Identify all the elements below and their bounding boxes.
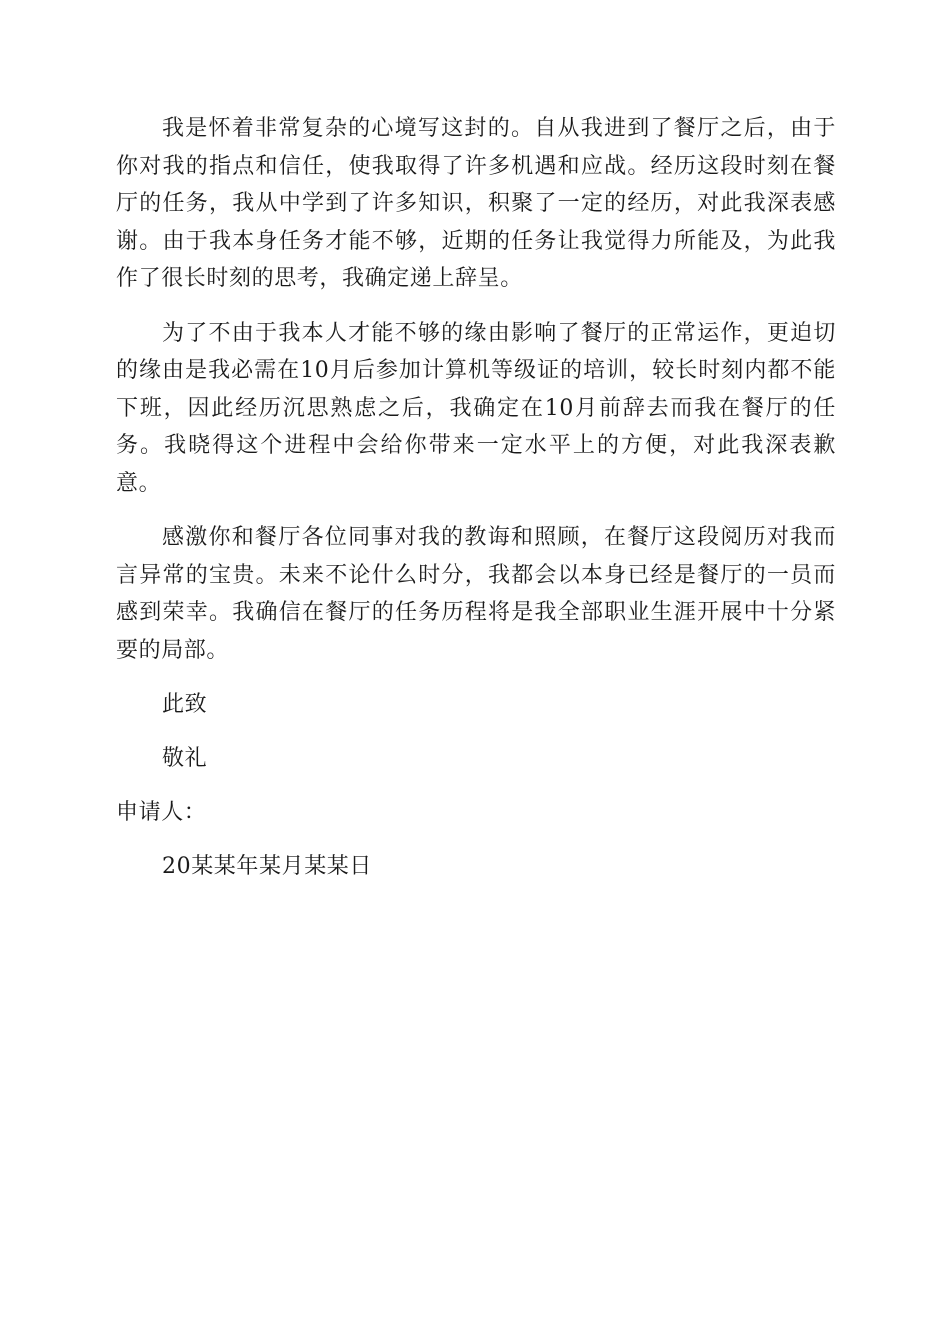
- applicant-label: 申请人：: [116, 800, 207, 825]
- paragraph-3: 感激你和餐厅各位同事对我的教诲和照顾，在餐厅这段阅历对我而言异常的宝贵。未来不论什么时分，我都会以本身已经是餐厅的一员而感到荣幸。我确信在餐厅的任务历程将是我全部职业生涯开展中十分紧要的局部。: [116, 525, 836, 663]
- paragraph-1: 我是怀着非常复杂的心境写这封的。自从我进到了餐厅之后，由于你对我的指点和信任，使我取得了许多机遇和应战。经历这段时刻在餐厅的任务，我从中学到了许多知识，积聚了一定的经历，对此我深表感谢。由于我本身任务才能不够，近期的任务让我觉得力所能及，为此我作了很长时刻的思考，我确定递上辞呈。: [116, 116, 836, 291]
- letter-date: 20某某年某月某某日: [162, 854, 372, 879]
- letter-body: [116, 110, 836, 902]
- paragraph-2: 为了不由于我本人才能不够的缘由影响了餐厅的正常运作，更迫切的缘由是我必需在10月后参加计算机等级证的培训，较长时刻内都不能下班，因此经历沉思熟虑之后，我确定在10月前辞去而我在餐厅的任务。我晓得这个进程中会给你带来一定水平上的方便，对此我深表歉意。: [116, 320, 836, 496]
- closing-regards: 敬礼: [162, 746, 208, 771]
- closing-salutation: 此致: [162, 692, 208, 717]
